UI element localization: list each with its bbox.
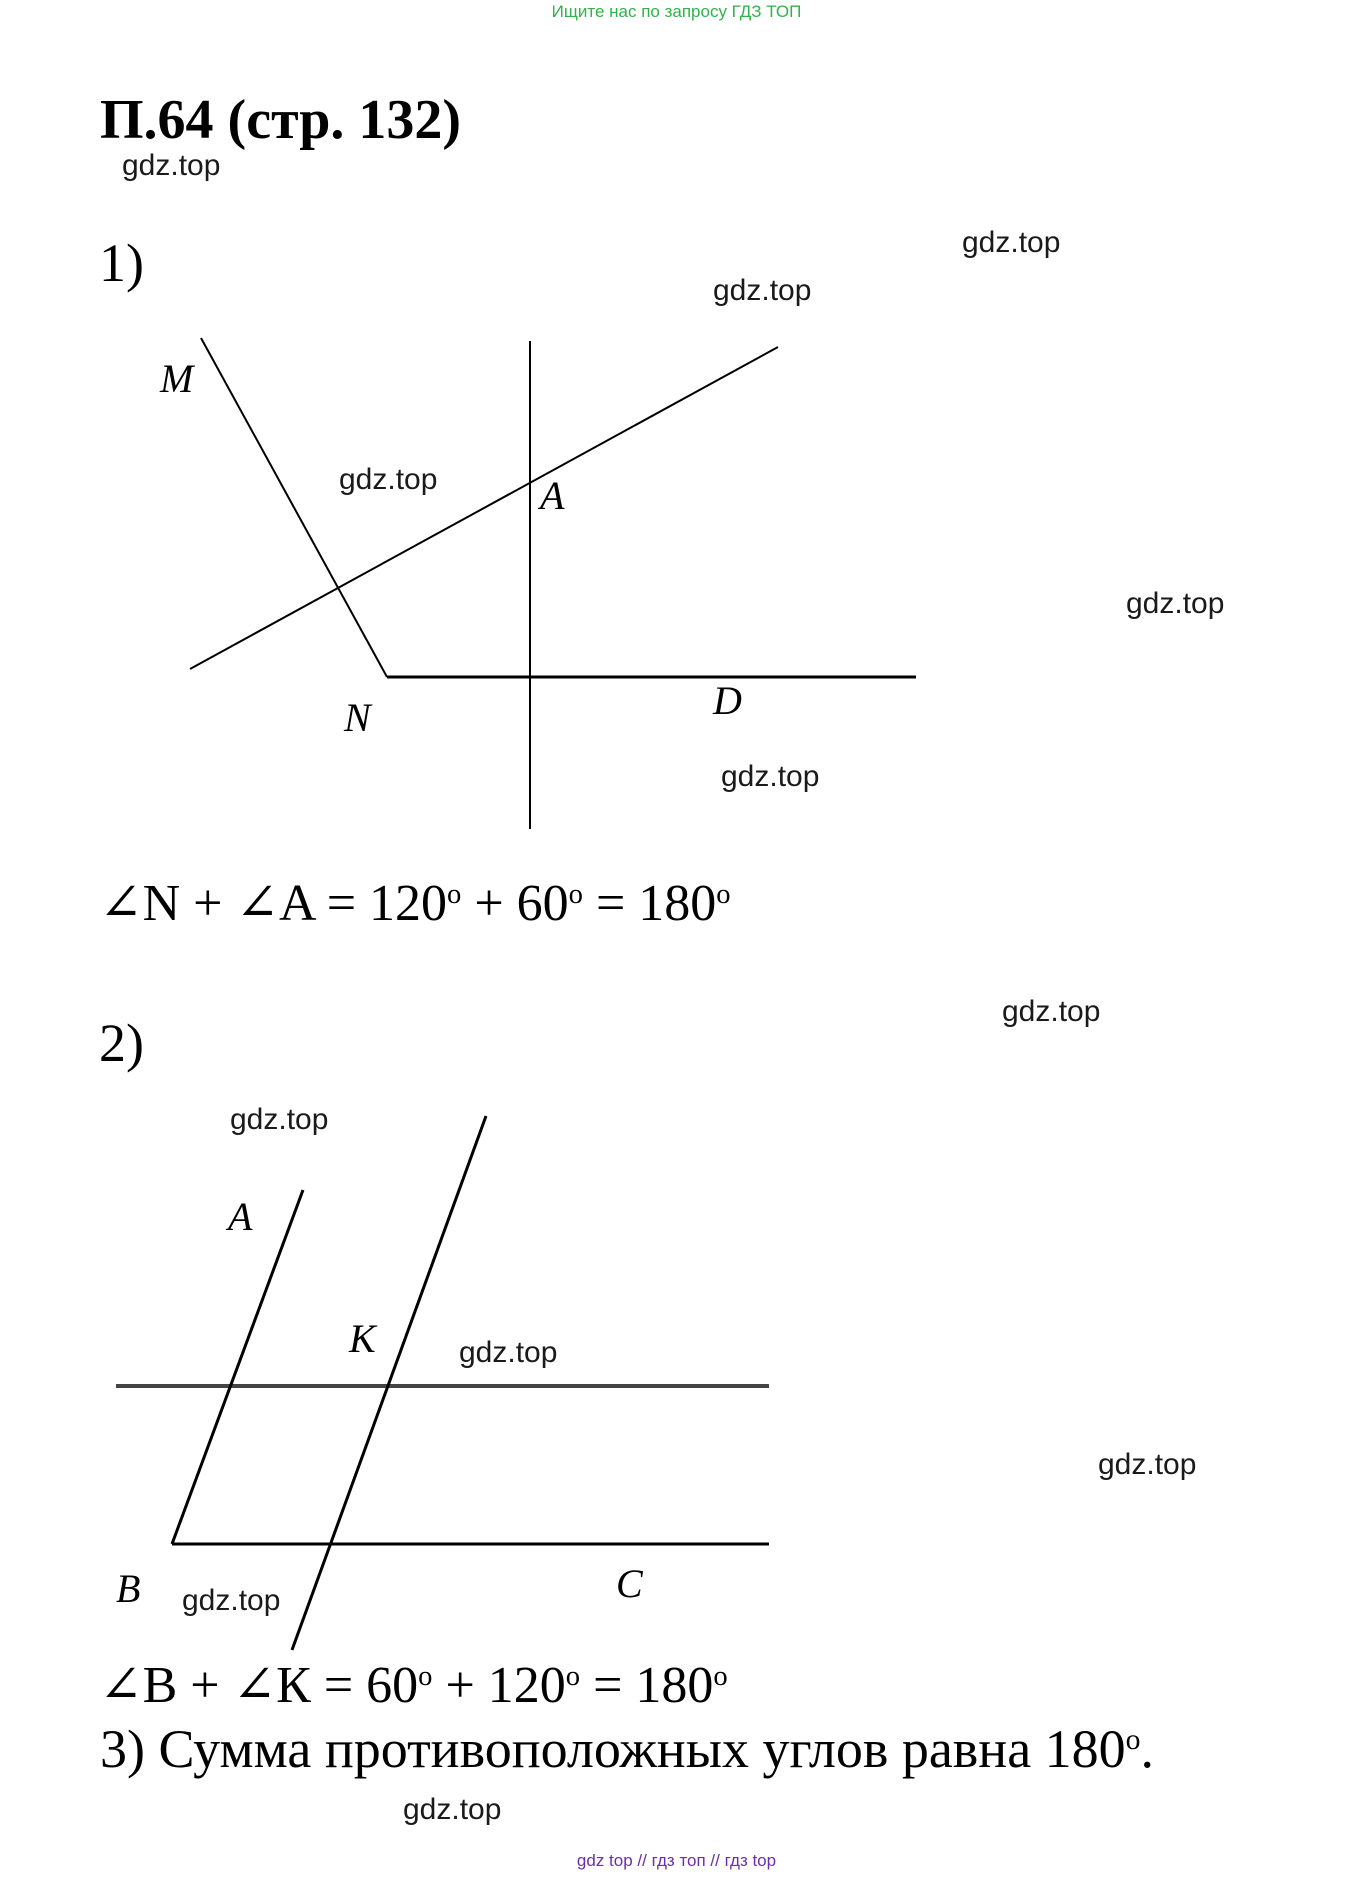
line-k-transversal [292,1116,486,1650]
degree-sign: o [568,878,583,910]
part2-number: 2) [99,1013,144,1073]
watermark: gdz.top [721,760,820,793]
degree-sign: o [1125,1724,1141,1757]
label-b: B [116,1566,141,1611]
label-c: C [616,1561,643,1606]
equation-1-right: = 180 [582,875,717,932]
watermark: gdz.top [1098,1448,1197,1481]
line-ab [172,1190,303,1544]
watermark: gdz.top [182,1584,281,1617]
conclusion-text: 3) Сумма противоположных углов равна 180 [100,1719,1126,1779]
conclusion [100,1719,1155,1779]
label-d: D [713,678,742,723]
equation-2 [99,1657,728,1714]
watermark: gdz.top [122,149,221,182]
equation-2-left: ∠B + ∠К = 60 [99,1657,419,1714]
degree-sign: o [565,1660,581,1692]
watermark: gdz.top [1002,995,1101,1028]
degree-sign: o [418,1660,433,1692]
label-m: M [160,356,194,401]
label-a2: A [228,1194,253,1239]
label-n: N [344,695,371,740]
equation-1-left: ∠N + ∠A = 120 [99,875,448,932]
label-a: A [540,473,565,518]
label-k: К [349,1316,376,1361]
equation-2-right: = 180 [580,1657,714,1714]
watermark: gdz.top [403,1793,502,1826]
watermark: gdz.top [339,463,438,496]
watermark: gdz.top [1126,587,1225,620]
watermark: gdz.top [962,226,1061,259]
watermark: gdz.top [713,274,812,307]
page-title: П.64 (стр. 132) [100,89,462,151]
conclusion-end: . [1140,1719,1155,1779]
footer-links[interactable]: gdz top // гдз топ // гдз top [576,1851,777,1870]
part1-number: 1) [99,233,144,293]
degree-sign: o [447,878,462,910]
watermark: gdz.top [459,1336,558,1369]
degree-sign: o [713,1660,728,1692]
equation-1-mid: + 60 [461,875,569,932]
equation-2-mid: + 120 [432,1657,566,1714]
watermark: gdz.top [230,1103,329,1136]
top-banner[interactable]: Ищите нас по запросу ГДЗ ТОП [551,2,802,21]
degree-sign: o [716,878,731,910]
